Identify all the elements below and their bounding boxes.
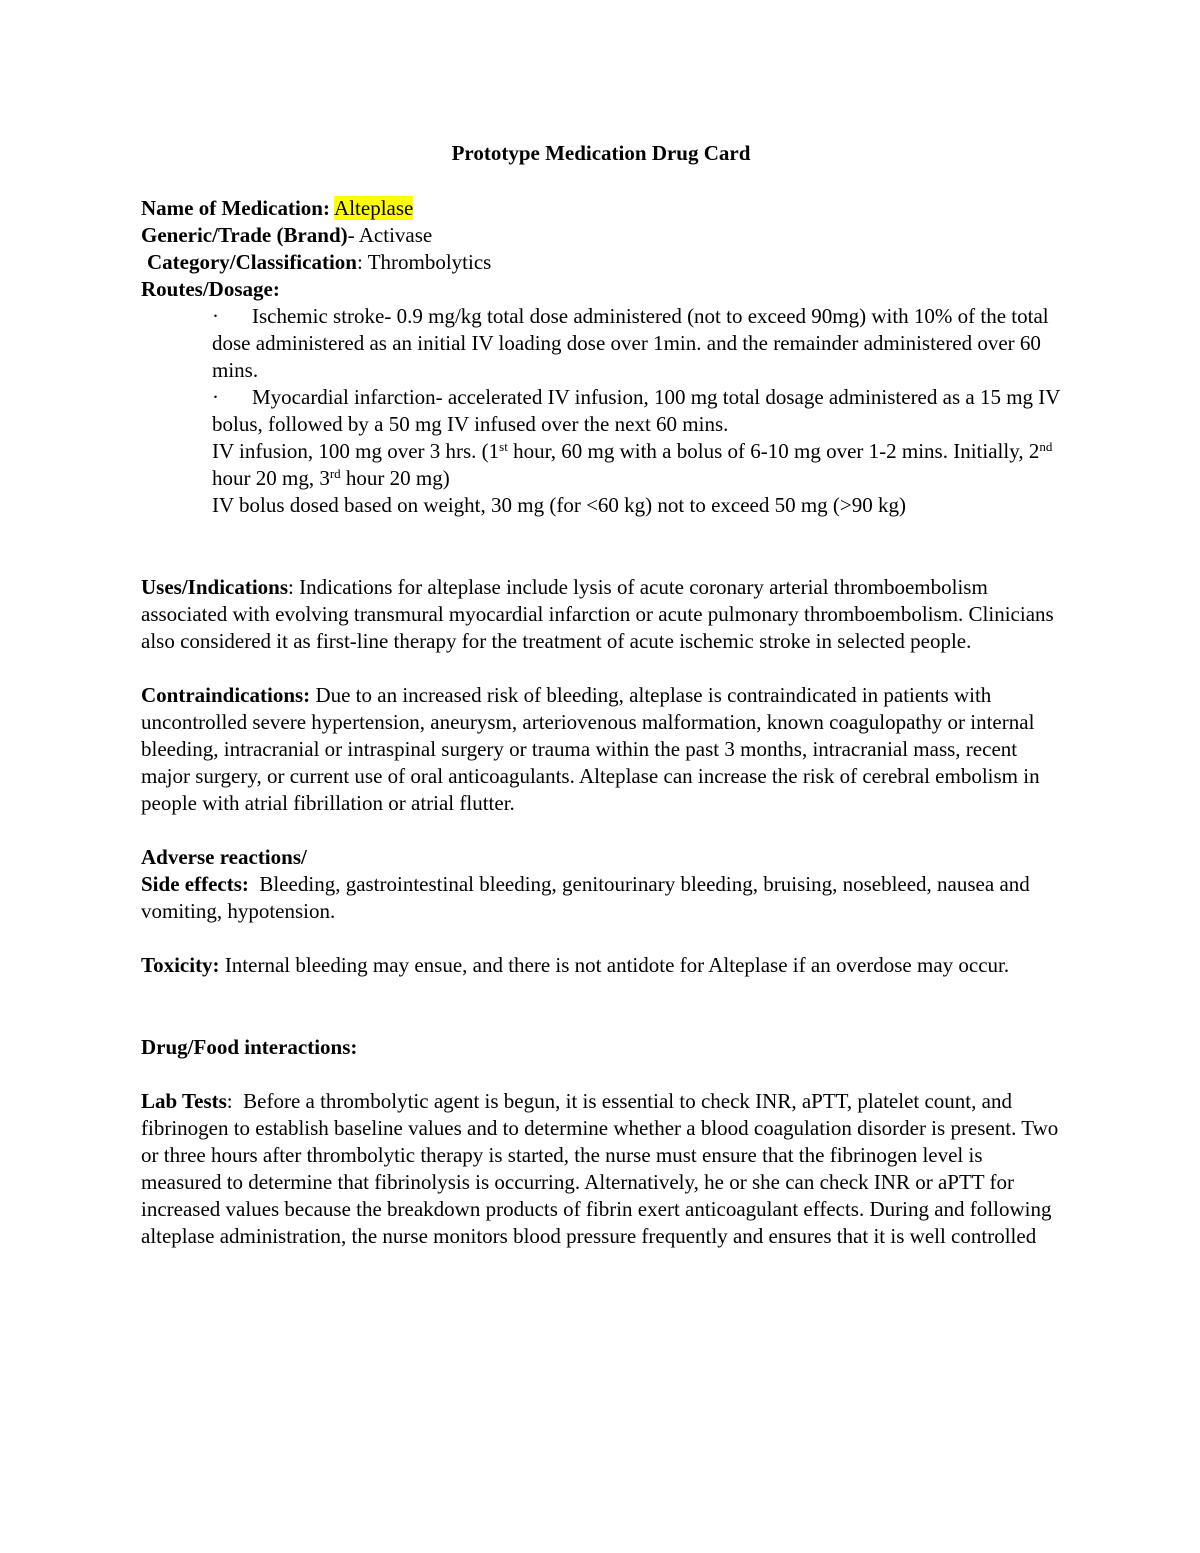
contraindications-text: Due to an increased risk of bleeding, alteplase is contraindicated in patients with uncontrolled severe hypertension, aneurysm, arteriovenous malformation, known coagulopathy or internal bleeding, intracranial or intraspinal surgery or trauma within the past 3 months, intracranial mass, recent major surgery, or current use of oral anticoagulants. Alteplase can increase the risk of cerebral embolism in people with atrial fibrillation or atrial flutter. [141,683,1040,815]
generic-trade-label: Generic/Trade (Brand) [141,223,348,247]
adverse-reactions-label: Adverse reactions/ [141,845,307,869]
ordinal-sup: st [499,439,508,454]
toxicity-section [141,952,1061,979]
toxicity-text: Internal bleeding may ensue, and there is not antidote for Alteplase if an overdose may occur. [219,953,1010,977]
routes-heading: Routes/Dosage: [141,277,280,301]
lab-tests-label: Lab Tests [141,1089,227,1113]
iv-infusion-text: IV infusion, 100 mg over 3 hrs. (1 [212,439,500,463]
routes-bullet-text: Ischemic stroke- 0.9 mg/kg total dose administered (not to exceed 90mg) with 10% of the total dose administered as an initial IV loading dose over 1min. and the remainder administered over 60 mins. [212,304,1049,382]
page-title: Prototype Medication Drug Card [451,141,751,165]
routes-bullet-text: Myocardial infarction- accelerated IV infusion, 100 mg total dosage administered as a 15 mg IV bolus, followed by a 50 mg IV infused over the next 60 mins. [212,385,1061,436]
document-body [141,140,1064,1250]
category-line [141,249,1061,276]
medication-name-value: Alteplase [334,196,414,220]
bullet-dot-icon: · [212,385,219,409]
medication-name-line [141,195,1061,222]
side-effects-label: Side effects: [141,872,249,896]
lab-tests-section [141,1088,1064,1250]
uses-text: : Indications for alteplase include lysis of acute coronary arterial thromboembolism associated with evolving transmural myocardial infarction or acute pulmonary thromboembolism. Clinicians also considered it as first-line therapy for the treatment of acute ischemic stroke in selected people. [141,575,1054,653]
generic-trade-line [141,222,1061,249]
contraindications-section [141,682,1061,817]
iv-bolus-line: IV bolus dosed based on weight, 30 mg (for <60 kg) not to exceed 50 mg (>90 kg) [212,493,907,517]
lab-tests-text: : Before a thrombolytic agent is begun, it is essential to check INR, aPTT, platelet count, and fibrinogen to establish baseline values and to determine whether a blood coagulation disorder is present. Two or three hours after thrombolytic therapy is started, the nurse must ensure that the fibrinogen level is measured to determine that fibrinolysis is occurring. Alternatively, he or she can check INR or aPTT for increased values because the breakdown products of fibrin exert anticoagulant effects. During and following alteplase administration, the nurse monitors blood pressure frequently and ensures that it is well controlled [141,1089,1064,1248]
iv-infusion-text: hour 20 mg) [340,466,450,490]
uses-label: Uses/Indications [141,575,289,599]
iv-infusion-text: hour 20 mg, 3 [212,466,330,490]
medication-name-label: Name of Medication: [141,196,330,220]
side-effects-text: Bleeding, gastrointestinal bleeding, genitourinary bleeding, bruising, nosebleed, nausea and vomiting, hypotension. [141,872,1036,923]
side-effects-section [141,871,1061,925]
toxicity-label: Toxicity: [141,953,220,977]
generic-trade-value: - Activase [347,223,433,247]
contraindications-label: Contraindications: [141,683,311,707]
routes-bullet-mi [212,384,1061,438]
interactions-heading: Drug/Food interactions: [141,1035,358,1059]
category-value: : Thrombolytics [356,250,492,274]
ordinal-sup: rd [329,466,341,481]
routes-list [141,303,1061,519]
iv-infusion-text: hour, 60 mg with a bolus of 6-10 mg over 1-2 mins. Initially, 2 [507,439,1040,463]
ordinal-sup: nd [1039,439,1053,454]
routes-bullet-stroke [212,303,1061,384]
bullet-dot-icon: · [212,304,219,328]
iv-infusion-line [212,438,1061,492]
category-label: Category/Classification [147,250,357,274]
uses-section [141,574,1061,655]
